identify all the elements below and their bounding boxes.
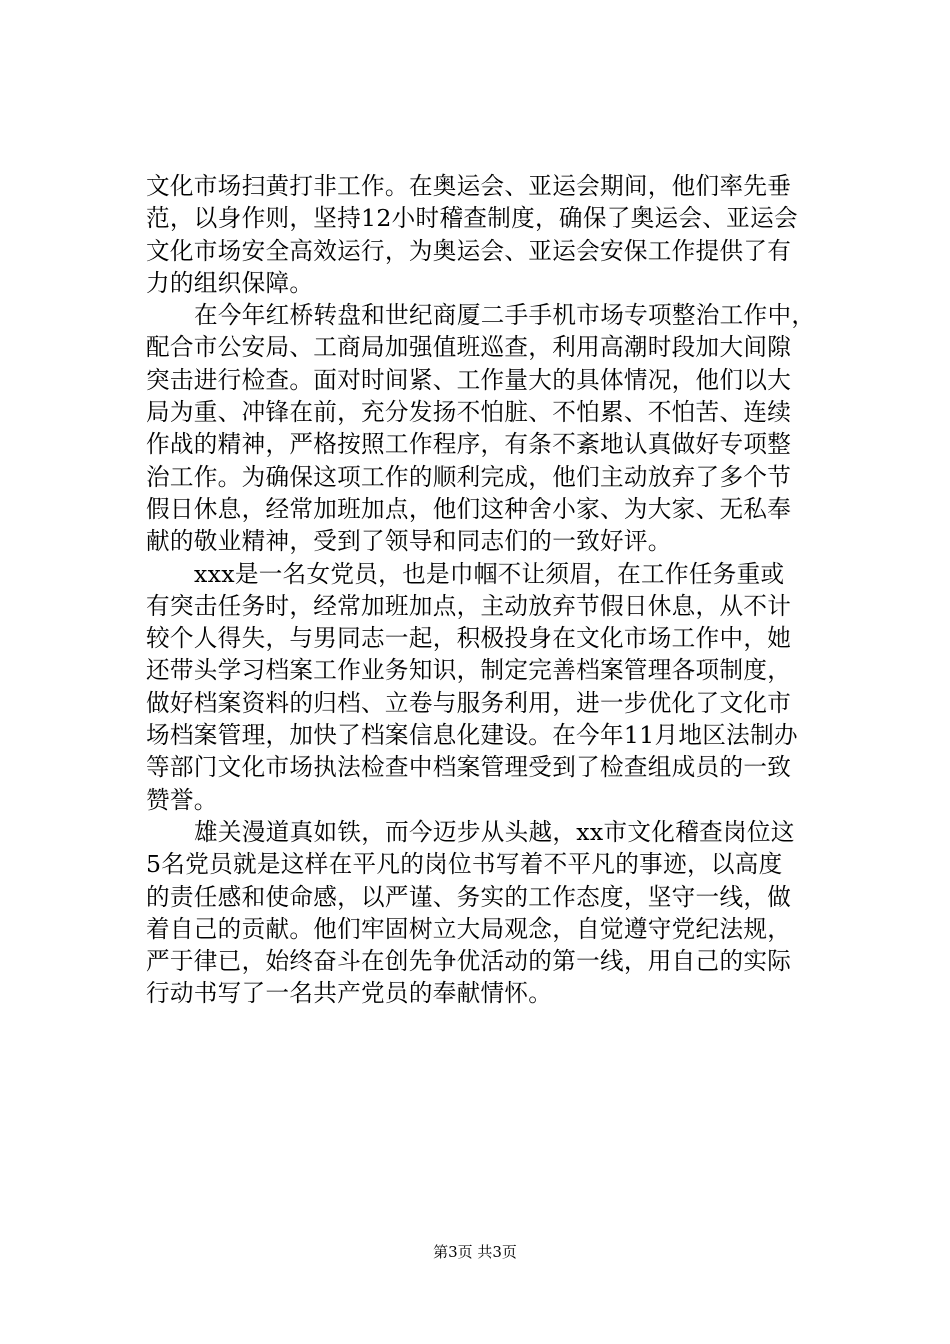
text-line: 还带头学习档案工作业务知识，制定完善档案管理各项制度， [146,656,792,685]
paragraph-3 [146,558,810,816]
text-line: 献的敬业精神，受到了领导和同志们的一致好评。 [146,527,672,556]
text-line: 配合市公安局、工商局加强值班巡查，利用高潮时段加大间隙 [146,333,792,362]
text-line: 局为重、冲锋在前，充分发扬不怕脏、不怕累、不怕苦、连续 [146,398,792,427]
text-line: 范，以身作则，坚持12小时稽查制度，确保了奥运会、亚运会 [146,204,798,233]
text-line: 文化市场安全高效运行，为奥运会、亚运会安保工作提供了有 [146,236,792,265]
text-line: 着自己的贡献。他们牢固树立大局观念，自觉遵守党纪法规， [146,914,792,943]
text-line: 5名党员就是这样在平凡的岗位书写着不平凡的事迹，以高度 [146,850,783,879]
text-line: 的责任感和使命感，以严谨、务实的工作态度，坚守一线，做 [146,882,792,911]
text-line: 文化市场扫黄打非工作。在奥运会、亚运会期间，他们率先垂 [146,172,792,200]
paragraph-4 [146,816,810,1010]
paragraph-1 [146,170,810,299]
text-line: 突击进行检查。面对时间紧、工作量大的具体情况，他们以大 [146,365,792,394]
text-line: 行动书写了一名共产党员的奉献情怀。 [146,979,553,1008]
text-line: 做好档案资料的归档、立卷与服务利用，进一步优化了文化市 [146,688,792,717]
page-footer [0,1242,950,1262]
text-line: 等部门文化市场执法检查中档案管理受到了检查组成员的一致 [146,753,792,782]
text-line: 在今年红桥转盘和世纪商厦二手手机市场专项整治工作中， [194,301,816,330]
document-body [146,170,816,1010]
text-line: 较个人得失，与男同志一起，积极投身在文化市场工作中，她 [146,624,792,653]
text-line: 力的组织保障。 [146,268,314,297]
text-line: 雄关漫道真如铁，而今迈步从头越，xx市文化稽查岗位这 [194,817,795,846]
text-line: 假日休息，经常加班加点，他们这种舍小家、为大家、无私奉 [146,494,792,523]
page-number-label: 第3页 共3页 [433,1243,517,1261]
text-line: 严于律已，始终奋斗在创先争优活动的第一线，用自己的实际 [146,947,792,976]
text-line: xxx是一名女党员，也是巾帼不让须眉，在工作任务重或 [194,559,785,588]
text-line: 有突击任务时，经常加班加点，主动放弃节假日休息，从不计 [146,591,792,620]
text-line: 场档案管理，加快了档案信息化建设。在今年11月地区法制办 [146,721,798,750]
text-line: 作战的精神，严格按照工作程序，有条不紊地认真做好专项整 [146,430,792,459]
text-line: 赞誉。 [146,785,218,814]
text-line: 治工作。为确保这项工作的顺利完成，他们主动放弃了多个节 [146,462,792,491]
paragraph-2 [146,299,816,557]
